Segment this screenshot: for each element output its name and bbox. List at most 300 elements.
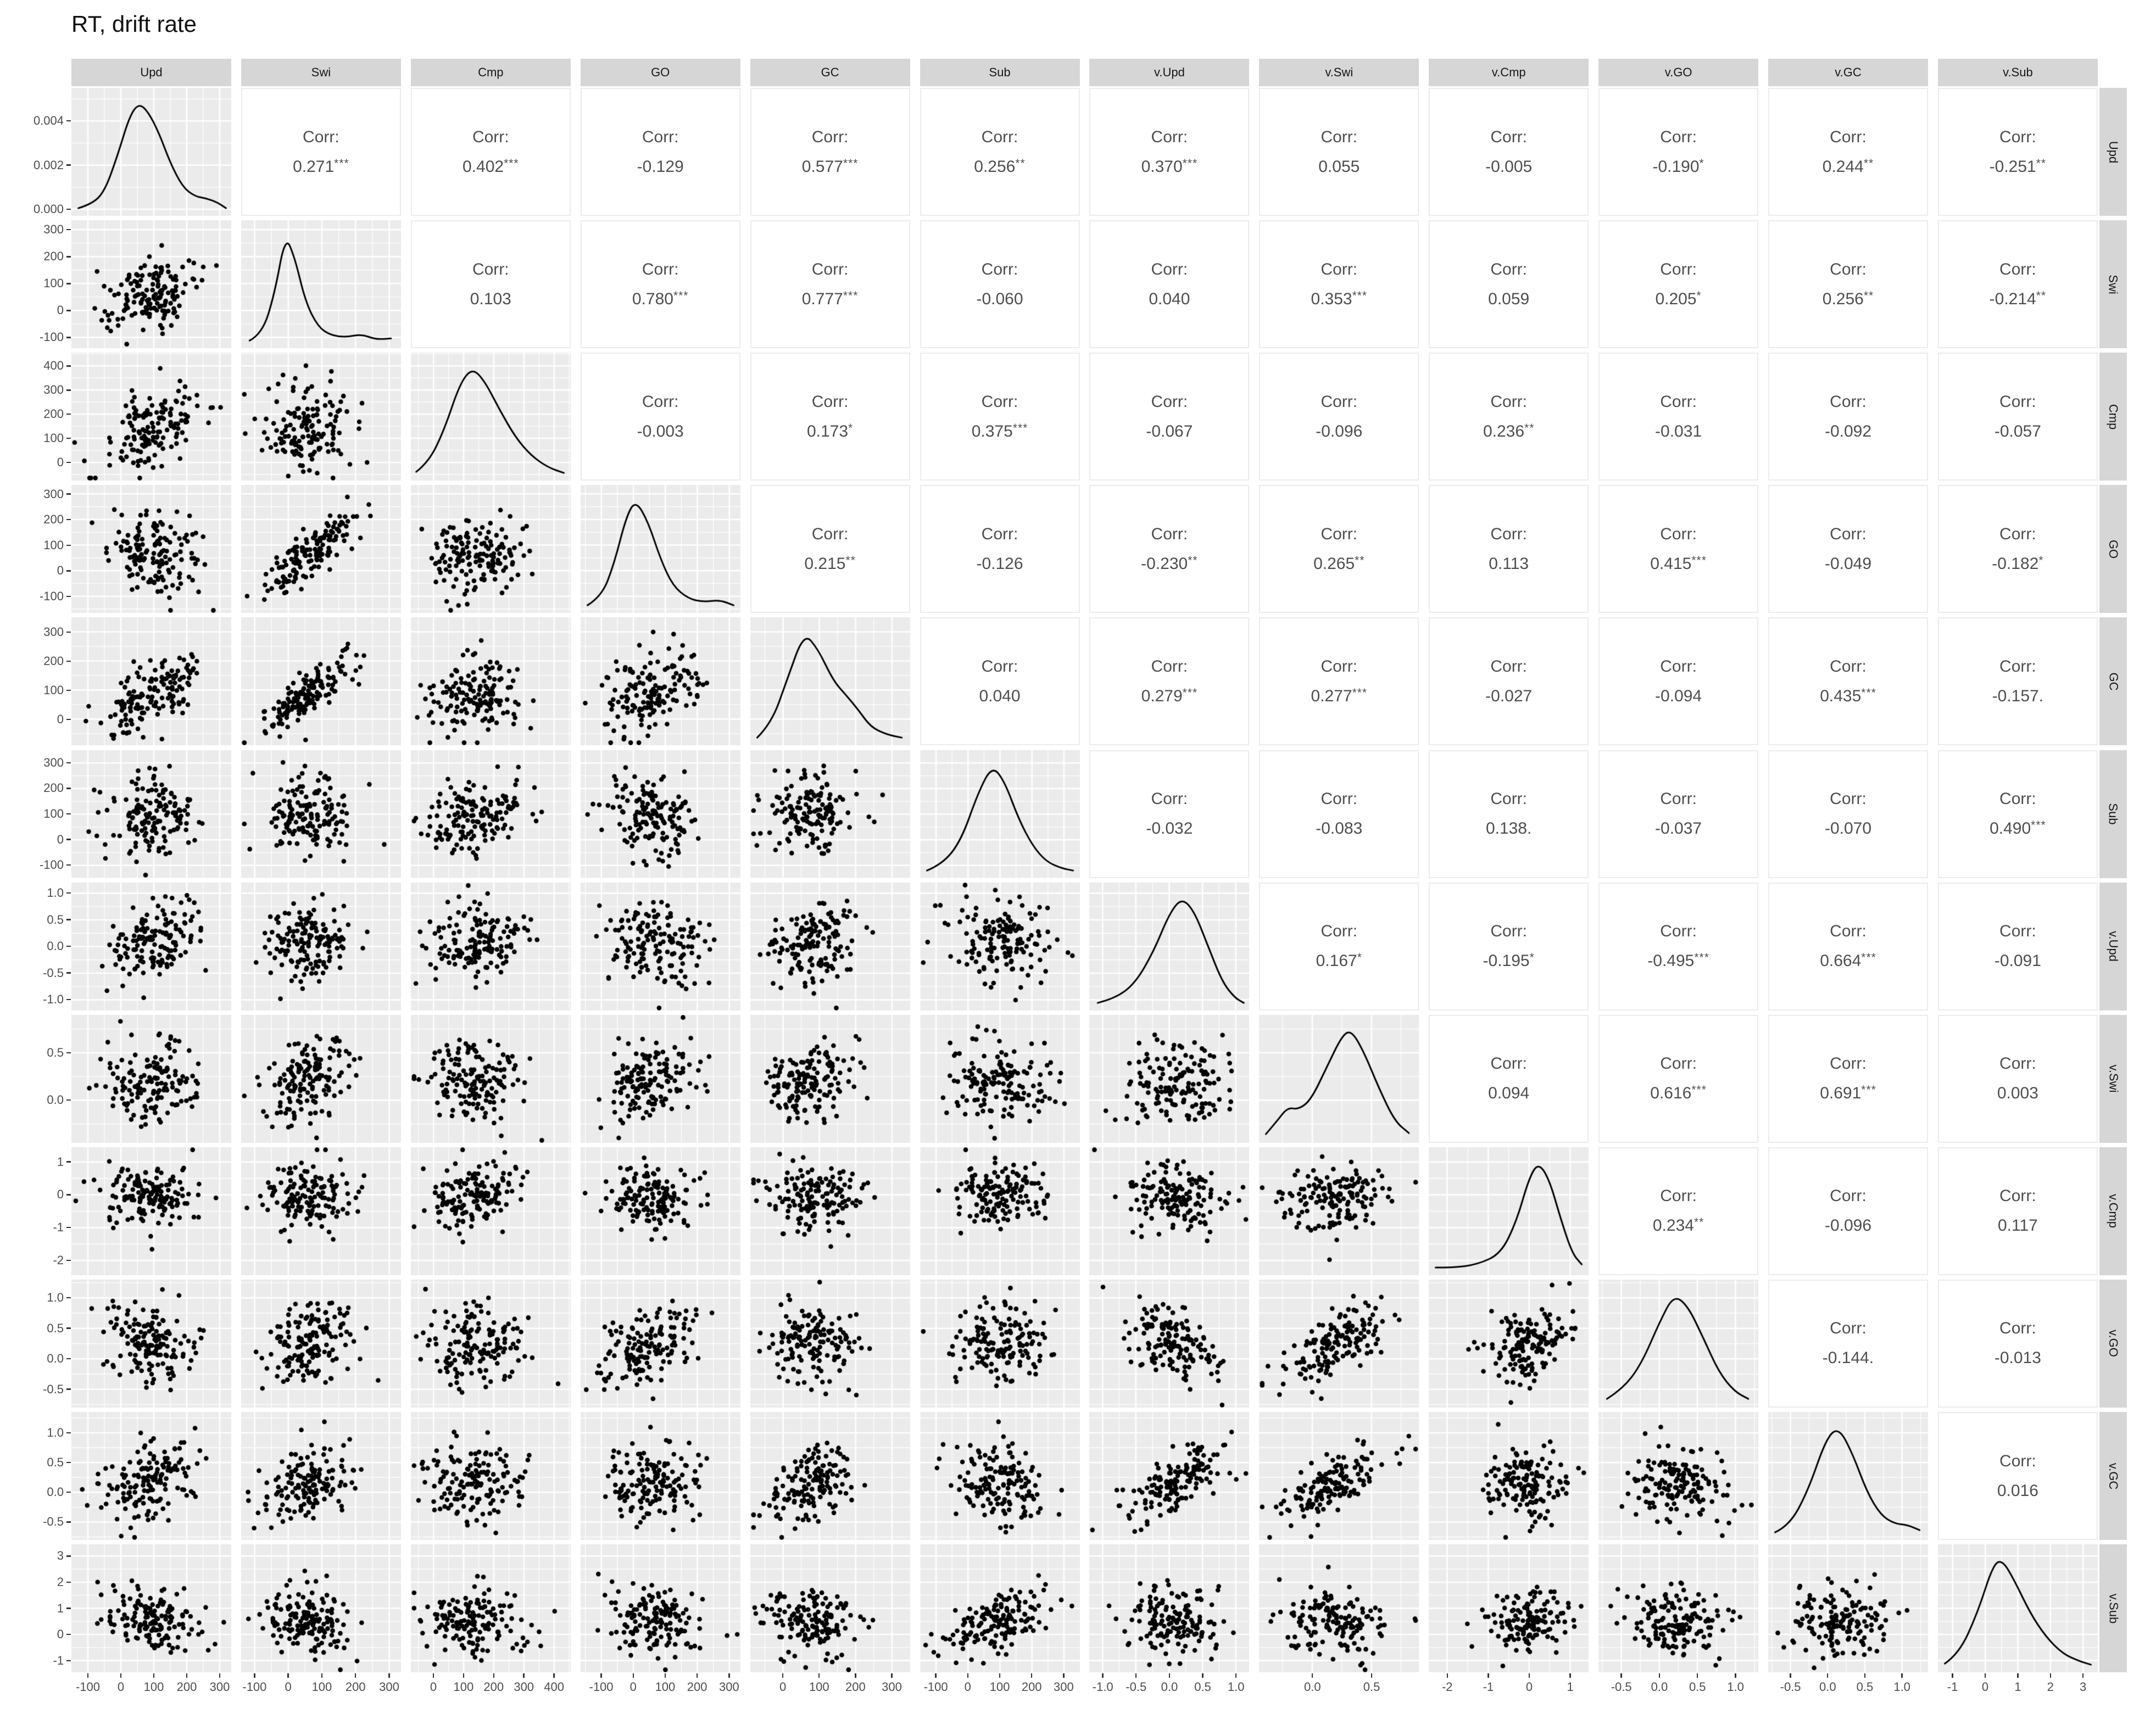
y-axis-tick-mark [66, 1099, 71, 1101]
corr-label: Corr: [981, 657, 1018, 676]
x-axis-tick-mark [321, 1673, 322, 1678]
row-strip-v.GC [2099, 1412, 2127, 1540]
scatter-panel-v.GO-vs-Upd [71, 1280, 231, 1408]
corr-value-number: -0.230 [1141, 554, 1188, 573]
corr-value-number: 0.271 [293, 157, 335, 176]
row-strip-v.Upd [2099, 883, 2127, 1011]
x-axis-tick-mark [254, 1673, 255, 1678]
scatter-panel-v.GC-vs-v.Upd [1089, 1412, 1249, 1540]
corr-panel-GC-v.GC [1768, 617, 1928, 745]
corr-panel-GO-v.GC [1768, 485, 1928, 613]
corr-value [1992, 687, 2043, 706]
column-strip-label: v.GO [1664, 65, 1692, 79]
corr-panel-Swi-v.Cmp [1429, 220, 1589, 348]
row-strip-Cmp [2099, 353, 2127, 481]
scatter-panel-v.Upd-vs-Swi [241, 883, 401, 1011]
x-axis-tick-label: 0.0 [1819, 1680, 1836, 1694]
corr-value-number: 0.277 [1311, 686, 1352, 705]
corr-value-number: 0.094 [1488, 1084, 1530, 1103]
y-axis-tick-mark [66, 414, 71, 415]
x-axis-tick-mark [1031, 1673, 1032, 1678]
y-axis-tick-mark [66, 1388, 71, 1389]
column-strip-label: v.Cmp [1491, 65, 1526, 79]
y-axis-tick-label: -2 [53, 1253, 64, 1267]
x-axis-tick-mark [633, 1673, 634, 1678]
corr-value [1483, 422, 1534, 441]
x-axis-tick-mark [855, 1673, 856, 1678]
x-axis-tick-label: 1 [1567, 1680, 1574, 1694]
corr-label: Corr: [1660, 922, 1697, 941]
x-axis-tick-mark [665, 1673, 666, 1678]
scatter-panel-v.Sub-vs-v.GO [1598, 1544, 1758, 1672]
corr-significance: *** [673, 289, 689, 302]
y-axis-tick-mark [66, 462, 71, 463]
x-axis-tick-mark [782, 1673, 783, 1678]
column-strip-label: GO [651, 65, 670, 79]
x-axis-tick-label: 0 [285, 1680, 292, 1694]
corr-label: Corr: [1830, 392, 1867, 411]
y-axis-tick-mark [66, 661, 71, 662]
corr-significance: * [848, 421, 854, 434]
x-axis-tick-mark [935, 1673, 936, 1678]
corr-value-number: -0.060 [976, 289, 1023, 308]
corr-panel-Sub-v.GO [1598, 750, 1758, 878]
x-axis-tick-mark [219, 1673, 220, 1678]
y-axis-tick-mark [66, 1634, 71, 1635]
corr-significance: *** [1182, 686, 1198, 699]
scatter-panel-v.Sub-vs-v.Swi [1259, 1544, 1419, 1672]
y-axis-tick-mark [66, 164, 71, 165]
x-axis-tick-label: 0.5 [1363, 1680, 1380, 1694]
y-axis-tick-label: 0 [57, 712, 64, 726]
column-strip-v.Cmp [1429, 59, 1589, 86]
corr-value-number: -0.094 [1655, 686, 1702, 705]
scatter-panel-v.Cmp-vs-GC [750, 1147, 910, 1275]
corr-label: Corr: [1999, 922, 2036, 941]
column-strip-label: Swi [311, 65, 331, 79]
corr-value-number: 0.244 [1822, 157, 1864, 176]
x-axis-tick-mark [1202, 1673, 1203, 1678]
corr-panel-GC-v.Sub [1938, 617, 2098, 745]
corr-value [637, 158, 684, 176]
x-axis-tick-label: 100 [809, 1680, 829, 1694]
corr-value-number: -0.070 [1824, 819, 1872, 838]
y-axis-tick-mark [66, 892, 71, 894]
scatter-panel-GC-vs-Cmp [411, 617, 571, 745]
corr-significance: *** [1352, 289, 1368, 302]
x-axis-tick-label: 0.5 [1856, 1680, 1874, 1694]
y-axis-tick-label: 2 [57, 1575, 64, 1589]
corr-panel-v.Upd-v.Swi [1259, 883, 1419, 1011]
corr-value [1997, 1482, 2038, 1500]
x-axis-tick-label: 100 [655, 1680, 676, 1694]
corr-value [1655, 687, 1702, 706]
x-axis-tick-mark [355, 1673, 356, 1678]
y-axis-tick-mark [66, 839, 71, 840]
x-axis-tick-mark [1790, 1673, 1791, 1678]
corr-significance: *** [1694, 951, 1709, 964]
corr-panel-Sub-v.Upd [1089, 750, 1249, 878]
y-axis-tick-label: 200 [43, 407, 64, 421]
corr-label: Corr: [1660, 1054, 1697, 1073]
scatter-panel-v.GC-vs-v.GO [1598, 1412, 1758, 1540]
corr-significance: ** [1015, 157, 1026, 170]
corr-panel-v.Cmp-v.Sub [1938, 1147, 2098, 1275]
x-axis-tick-label: -100 [923, 1680, 948, 1694]
y-axis-tick-label: 200 [43, 249, 64, 264]
y-axis-tick-mark [66, 1358, 71, 1359]
y-axis-tick-label: 0.004 [33, 114, 64, 128]
y-axis-tick-mark [66, 1161, 71, 1162]
column-strip-v.GO [1598, 59, 1758, 86]
scatter-panel-v.Upd-vs-Cmp [411, 883, 571, 1011]
corr-value-number: 0.691 [1820, 1084, 1862, 1103]
corr-value [1488, 290, 1529, 309]
x-axis-tick-mark [433, 1673, 434, 1678]
corr-value [1653, 1216, 1704, 1235]
column-strip-Cmp [411, 59, 571, 86]
x-axis-tick-label: 1.0 [1893, 1680, 1910, 1694]
row-strip-Swi [2099, 220, 2127, 348]
corr-value-number: -0.096 [1824, 1216, 1872, 1235]
corr-label: Corr: [1151, 127, 1188, 146]
scatter-panel-v.GC-vs-Cmp [411, 1412, 571, 1540]
corr-panel-Upd-v.Upd [1089, 88, 1249, 216]
corr-label: Corr: [1490, 260, 1528, 278]
corr-label: Corr: [811, 127, 849, 146]
density-panel-v.Sub [1938, 1544, 2098, 1672]
scatter-panel-v.Sub-vs-v.GC [1768, 1544, 1928, 1672]
corr-panel-GO-v.Sub [1938, 485, 2098, 613]
column-strip-label: v.Upd [1154, 65, 1185, 79]
corr-value [1820, 1084, 1876, 1103]
corr-panel-Upd-GO [581, 88, 740, 216]
corr-value-number: -0.005 [1485, 157, 1533, 176]
corr-value [1311, 290, 1367, 309]
corr-value-number: 0.113 [1489, 554, 1529, 573]
x-axis-tick-mark [600, 1673, 601, 1678]
corr-value [1825, 422, 1871, 441]
scatter-panel-v.GO-vs-Sub [920, 1280, 1080, 1408]
corr-panel-Upd-v.GC [1768, 88, 1928, 216]
corr-label: Corr: [1830, 260, 1867, 278]
density-panel-v.Swi [1259, 1015, 1419, 1143]
x-axis-tick-label: 3 [2080, 1680, 2087, 1694]
y-axis-tick-mark [66, 229, 71, 230]
y-axis-tick-label: 1.0 [47, 1425, 64, 1439]
y-axis-tick-label: 0.002 [33, 158, 64, 172]
corr-panel-v.Swi-v.Cmp [1429, 1015, 1589, 1143]
y-axis-tick-label: 0.5 [47, 1321, 64, 1335]
column-strip-label: v.GC [1835, 65, 1862, 79]
y-axis-tick-label: -1 [53, 1220, 64, 1235]
x-axis-tick-mark [1488, 1673, 1489, 1678]
corr-value [976, 555, 1023, 573]
corr-value-number: -0.157 [1992, 686, 2039, 705]
corr-significance: ** [1188, 554, 1198, 567]
corr-panel-v.Upd-v.Cmp [1429, 883, 1589, 1011]
x-axis-tick-mark [1985, 1673, 1986, 1678]
x-axis-tick-mark [891, 1673, 892, 1678]
x-axis-tick-mark [1569, 1673, 1570, 1678]
corr-label: Corr: [1830, 1187, 1867, 1205]
corr-value [1650, 555, 1707, 573]
corr-label: Corr: [811, 524, 849, 543]
x-axis-tick-label: 0 [964, 1680, 971, 1694]
corr-value [1992, 555, 2043, 573]
corr-label: Corr: [1321, 392, 1358, 411]
corr-label: Corr: [981, 392, 1018, 411]
y-axis-tick-mark [66, 596, 71, 597]
corr-significance: *** [1861, 951, 1876, 964]
scatter-panel-GC-vs-Upd [71, 617, 231, 745]
y-axis-tick-label: 0.5 [47, 1045, 64, 1059]
corr-label: Corr: [1660, 260, 1697, 278]
x-axis-tick-label: -0.5 [1780, 1680, 1801, 1694]
scatter-panel-v.Cmp-vs-v.Swi [1259, 1147, 1419, 1275]
y-axis-tick-mark [66, 1194, 71, 1195]
corr-panel-v.GO-v.GC [1768, 1280, 1928, 1408]
x-axis-tick-label: 0.0 [1161, 1680, 1178, 1694]
scatter-panel-v.GO-vs-v.Upd [1089, 1280, 1249, 1408]
scatter-panel-v.Sub-vs-Upd [71, 1544, 231, 1672]
corr-value [1650, 1084, 1707, 1103]
corr-label: Corr: [1999, 524, 2036, 543]
corr-significance: ** [2036, 157, 2047, 170]
corr-value [1998, 1216, 2038, 1235]
corr-significance: *** [1691, 1084, 1707, 1097]
row-strip-label: v.Cmp [2107, 1194, 2120, 1229]
scatter-panel-GC-vs-Swi [241, 617, 401, 745]
corr-value [1311, 687, 1367, 706]
corr-value [1655, 290, 1701, 309]
corr-panel-v.Upd-v.Sub [1938, 883, 2098, 1011]
corr-panel-v.Swi-v.GC [1768, 1015, 1928, 1143]
y-axis-tick-mark [66, 389, 71, 390]
corr-value-number: 0.256 [974, 157, 1016, 176]
corr-value [293, 158, 349, 176]
y-axis-tick-label: 0 [57, 832, 64, 846]
plot-title: RT, drift rate [71, 11, 197, 37]
row-strip-label: v.Swi [2107, 1064, 2120, 1093]
corr-significance: *** [1182, 157, 1198, 170]
corr-value-number: 0.490 [1990, 819, 2031, 838]
scatter-panel-v.Swi-vs-Upd [71, 1015, 231, 1143]
corr-value-number: 0.279 [1141, 686, 1183, 705]
corr-value-number: 0.664 [1820, 952, 1862, 970]
corr-value [802, 290, 859, 309]
corr-value-number: -0.031 [1655, 422, 1702, 440]
scatter-panel-GO-vs-Cmp [411, 485, 571, 613]
y-axis-tick-label: 0.5 [47, 1455, 64, 1470]
scatter-panel-Sub-vs-Swi [241, 750, 401, 878]
y-axis-tick-mark [66, 365, 71, 366]
corr-value-number: 0.780 [632, 289, 673, 308]
y-axis-tick-label: 0 [57, 303, 64, 317]
corr-panel-Sub-v.GC [1768, 750, 1928, 878]
scatter-panel-v.GC-vs-v.Swi [1259, 1412, 1419, 1540]
corr-label: Corr: [1490, 392, 1528, 411]
corr-significance: *** [1012, 421, 1028, 434]
corr-label: Corr: [981, 260, 1018, 278]
corr-significance: ** [1693, 1216, 1704, 1229]
scatter-panel-v.GC-vs-Upd [71, 1412, 231, 1540]
corr-value [1990, 158, 2046, 176]
corr-value [1316, 819, 1362, 838]
corr-panel-Swi-GC [750, 220, 910, 348]
corr-value [1146, 422, 1193, 441]
y-axis-tick-label: 300 [43, 383, 64, 397]
corr-value [972, 422, 1028, 441]
y-axis-tick-mark [66, 999, 71, 1000]
x-axis-tick-label: 0 [1981, 1680, 1989, 1694]
y-axis-tick-label: 300 [43, 755, 64, 769]
corr-value-number: 0.215 [804, 554, 846, 573]
scatter-panel-v.GO-vs-GC [750, 1280, 910, 1408]
corr-value [1990, 819, 2046, 838]
x-axis-tick-label: 100 [989, 1680, 1010, 1694]
corr-label: Corr: [1660, 392, 1697, 411]
corr-label: Corr: [642, 127, 679, 146]
corr-panel-v.Upd-v.GO [1598, 883, 1758, 1011]
y-axis-tick-mark [66, 919, 71, 920]
y-axis-tick-mark [66, 1555, 71, 1556]
x-axis-tick-label: 300 [882, 1680, 902, 1694]
y-axis-tick-mark [66, 1492, 71, 1493]
corr-panel-Swi-Sub [920, 220, 1080, 348]
corr-label: Corr: [1321, 127, 1358, 146]
corr-value-number: 0.173 [806, 422, 849, 440]
corr-significance: ** [2036, 289, 2047, 302]
corr-panel-GC-v.GO [1598, 617, 1758, 745]
scatter-panel-v.Swi-vs-v.Upd [1089, 1015, 1249, 1143]
scatter-panel-v.GC-vs-v.Cmp [1429, 1412, 1589, 1540]
corr-value-number: -0.092 [1824, 422, 1872, 440]
corr-value [1655, 422, 1702, 441]
corr-panel-Sub-v.Sub [1938, 750, 2098, 878]
corr-label: Corr: [1830, 1054, 1867, 1073]
x-axis-tick-label: -100 [589, 1680, 614, 1694]
y-axis-tick-label: 200 [43, 654, 64, 668]
x-axis-tick-mark [1312, 1673, 1313, 1678]
corr-value [1995, 1349, 2041, 1367]
corr-panel-Cmp-v.Sub [1938, 353, 2098, 481]
corr-significance: . [1527, 819, 1532, 838]
y-axis-tick-label: 400 [43, 359, 64, 373]
y-axis-tick-label: 100 [43, 276, 64, 291]
x-axis-tick-label: 100 [311, 1680, 332, 1694]
y-axis-tick-mark [66, 788, 71, 789]
corr-value [979, 687, 1020, 706]
corr-panel-Cmp-GC [750, 353, 910, 481]
corr-panel-v.Cmp-v.GO [1598, 1147, 1758, 1275]
corr-label: Corr: [1151, 392, 1188, 411]
corr-label: Corr: [1999, 392, 2036, 411]
scatter-panel-v.Swi-vs-Sub [920, 1015, 1080, 1143]
x-axis-tick-label: 0.0 [1651, 1680, 1668, 1694]
x-axis-tick-label: -100 [75, 1680, 101, 1694]
y-axis-tick-label: 0.0 [47, 939, 64, 953]
corr-value [804, 555, 855, 573]
y-axis-tick-label: -0.5 [43, 1515, 64, 1529]
corr-label: Corr: [1151, 657, 1188, 676]
corr-significance: *** [843, 157, 859, 170]
x-axis-tick-label: 2 [2047, 1680, 2054, 1694]
corr-value-number: 0.055 [1318, 157, 1360, 176]
corr-value [632, 290, 689, 309]
corr-value-number: 0.415 [1650, 554, 1692, 573]
corr-value [1141, 687, 1198, 706]
corr-panel-v.Cmp-v.GC [1768, 1147, 1928, 1275]
corr-value [1823, 1349, 1874, 1367]
x-axis-tick-mark [287, 1673, 288, 1678]
corr-label: Corr: [1830, 127, 1867, 146]
corr-panel-GO-GC [750, 485, 910, 613]
column-strip-v.GC [1768, 59, 1928, 86]
corr-label: Corr: [1660, 127, 1697, 146]
row-strip-v.Cmp [2099, 1147, 2127, 1275]
y-axis-tick-mark [66, 545, 71, 546]
y-axis-tick-label: 1.0 [47, 886, 64, 900]
x-axis-tick-label: 1 [2014, 1680, 2021, 1694]
x-axis-tick-label: 0 [430, 1680, 437, 1694]
density-panel-Swi [241, 220, 401, 348]
corr-value-number: 0.616 [1650, 1084, 1692, 1103]
y-axis-tick-label: 200 [43, 781, 64, 795]
x-axis-tick-mark [1697, 1673, 1698, 1678]
y-axis-tick-label: 300 [43, 487, 64, 501]
corr-label: Corr: [1999, 790, 2036, 808]
corr-value-number: 0.003 [1997, 1084, 2038, 1103]
x-axis-tick-mark [186, 1673, 187, 1678]
corr-value-number: -0.037 [1655, 819, 1702, 838]
x-axis-tick-label: 0.5 [1194, 1680, 1211, 1694]
corr-panel-Upd-Sub [920, 88, 1080, 216]
scatter-panel-v.Cmp-vs-GO [581, 1147, 740, 1275]
x-axis-tick-mark [388, 1673, 389, 1678]
corr-panel-Cmp-v.GO [1598, 353, 1758, 481]
corr-value [1652, 158, 1704, 176]
x-axis-tick-label: 300 [379, 1680, 399, 1694]
corr-value [1825, 1216, 1871, 1235]
scatter-panel-v.Cmp-vs-Cmp [411, 1147, 571, 1275]
corr-value-number: -0.067 [1146, 422, 1193, 440]
y-axis-tick-mark [66, 972, 71, 973]
corr-value-number: -0.129 [637, 157, 684, 176]
corr-value [1820, 687, 1876, 706]
corr-value [1483, 952, 1535, 970]
y-axis-tick-label: 0.0 [47, 1093, 64, 1107]
corr-value-number: 0.370 [1141, 157, 1183, 176]
corr-value-number: -0.195 [1483, 952, 1530, 970]
corr-panel-Swi-GO [581, 220, 740, 348]
corr-value-number: -0.083 [1316, 819, 1363, 838]
corr-panel-GC-Sub [920, 617, 1080, 745]
corr-significance: ** [1863, 157, 1874, 170]
corr-value [1318, 158, 1360, 176]
x-axis-tick-label: 0 [779, 1680, 787, 1694]
column-strip-Upd [71, 59, 231, 86]
corr-value-number: -0.214 [1989, 289, 2036, 308]
corr-value [1149, 290, 1190, 309]
corr-panel-v.Upd-v.GC [1768, 883, 1928, 1011]
corr-label: Corr: [1321, 922, 1358, 941]
y-axis-tick-mark [66, 1432, 71, 1433]
corr-label: Corr: [1830, 657, 1867, 676]
corr-value-number: 0.103 [470, 289, 511, 308]
y-axis-tick-label: -0.5 [43, 965, 64, 980]
corr-value-number: 0.236 [1483, 422, 1525, 440]
